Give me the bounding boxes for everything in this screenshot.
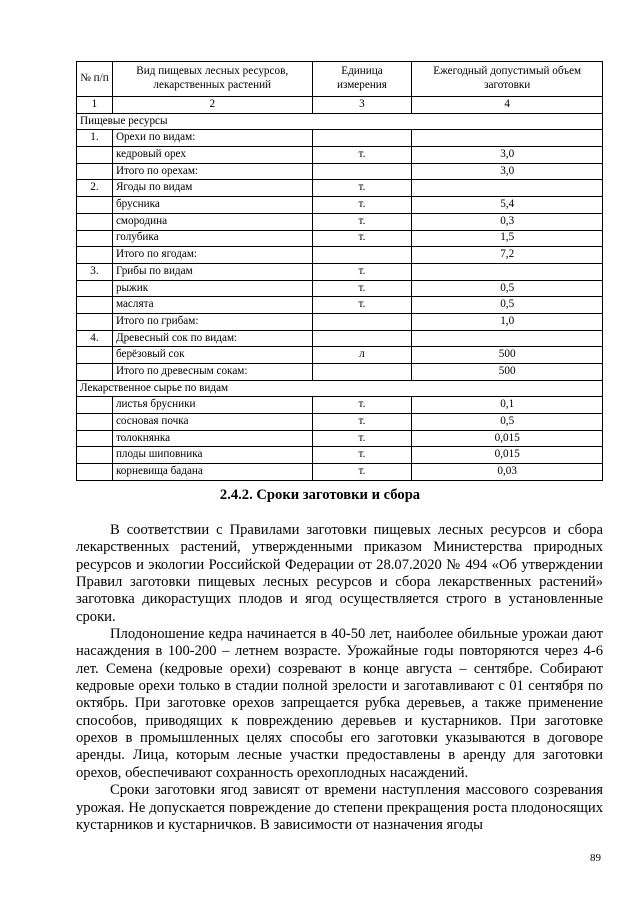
empty-cell: [77, 397, 113, 414]
item-unit: т.: [312, 230, 412, 247]
empty-cell: [77, 163, 113, 180]
empty-cell: [412, 263, 603, 280]
group-title: Ягоды по видам: [112, 180, 312, 197]
group-row: [77, 263, 603, 280]
item-value: 0,1: [412, 397, 603, 414]
group-number: 4.: [77, 330, 113, 347]
group-row: [77, 130, 603, 147]
item-unit: т.: [312, 147, 412, 164]
item-unit: т.: [312, 447, 412, 464]
header-num: № п/п: [77, 62, 113, 97]
item-unit: л: [312, 347, 412, 364]
table-row: [77, 197, 603, 214]
paragraph: Сроки заготовки ягод зависят от времени наступления массового созревания урожая. Не допускается повреждение до степени прекращения роста плодоносящих кустарников и кустарничков. В зависимости от назначения ягоды: [76, 782, 603, 833]
empty-cell: [77, 280, 113, 297]
group-row: [77, 330, 603, 347]
item-unit: т.: [312, 297, 412, 314]
item-unit: т.: [312, 197, 412, 214]
total-value: 3,0: [412, 163, 603, 180]
total-value: 500: [412, 364, 603, 381]
item-value: 1,5: [412, 230, 603, 247]
item-name: берёзовый сок: [112, 347, 312, 364]
item-name: маслята: [112, 297, 312, 314]
col-number: 4: [412, 97, 603, 114]
item-name: брусника: [112, 197, 312, 214]
total-value: 7,2: [412, 247, 603, 264]
item-unit: т.: [312, 464, 412, 481]
total-row: [77, 364, 603, 381]
empty-cell: [312, 364, 412, 381]
table-row: [77, 414, 603, 431]
item-name: сосновая почка: [112, 414, 312, 431]
empty-cell: [77, 197, 113, 214]
header-kind: Вид пищевых лесных ресурсов, лекарственных растений: [112, 62, 312, 97]
empty-cell: [77, 347, 113, 364]
group-number: 1.: [77, 130, 113, 147]
section-food-label: Пищевые ресурсы: [77, 113, 603, 130]
empty-cell: [77, 313, 113, 330]
empty-cell: [77, 297, 113, 314]
item-unit: т.: [312, 213, 412, 230]
item-unit: т.: [312, 430, 412, 447]
group-title: Древесный сок по видам:: [112, 330, 312, 347]
item-value: 0,5: [412, 414, 603, 431]
table-row: [77, 447, 603, 464]
group-title: Грибы по видам: [112, 263, 312, 280]
group-unit: т.: [312, 180, 412, 197]
item-unit: т.: [312, 397, 412, 414]
table-row: [77, 280, 603, 297]
total-row: [77, 163, 603, 180]
item-value: 0,5: [412, 280, 603, 297]
paragraph: Плодоношение кедра начинается в 40-50 лет, наиболее обильные урожаи дают насаждения в 100-200 – летнем возрасте. Урожайные годы повторяются через 4-6 лет. Семена (кедровые орехи) созревают в конце августа – сентябре. Собирают кедровые орехи только в стадии полной зрелости и заготавливают с 01 сентября по октябрь. При заготовке орехов запрещается рубка деревьев, а также применение способов, приводящих к повреждению деревьев и кустарников. При заготовке орехов в промышленных целях способы его заготовки указываются в договоре аренды. Лица, которым лесные участки предоставлены в аренду для заготовки орехов, обеспечивают сохранность орехоплодных насаждений.: [76, 626, 603, 781]
paragraph: В соответствии с Правилами заготовки пищевых лесных ресурсов и сбора лекарственных растений, утвержденными приказом Министерства природных ресурсов и экологии Российской Федерации от 28.07.2020 № 494 «Об утверждении Правил заготовки пищевых лесных ресурсов и сбора лекарственных растений» заготовка дикорастущих плодов и ягод осуществляется строго в установленные сроки.: [76, 522, 603, 625]
total-name: Итого по орехам:: [112, 163, 312, 180]
item-value: 0,5: [412, 297, 603, 314]
item-unit: т.: [312, 414, 412, 431]
empty-cell: [312, 163, 412, 180]
item-name: голубика: [112, 230, 312, 247]
table-row: [77, 347, 603, 364]
section-row: [77, 380, 603, 397]
section-title: 2.4.2. Сроки заготовки и сбора: [219, 487, 421, 503]
section-row: [77, 113, 603, 130]
col-number: 3: [312, 97, 412, 114]
item-value: 500: [412, 347, 603, 364]
empty-cell: [77, 230, 113, 247]
empty-cell: [77, 364, 113, 381]
item-name: листья брусники: [112, 397, 312, 414]
group-row: [77, 180, 603, 197]
item-name: рыжик: [112, 280, 312, 297]
group-number: 3.: [77, 263, 113, 280]
col-number: 1: [77, 97, 113, 114]
item-value: 0,03: [412, 464, 603, 481]
item-value: 0,3: [412, 213, 603, 230]
empty-cell: [412, 330, 603, 347]
header-unit: Единица измерения: [312, 62, 412, 97]
item-unit: т.: [312, 280, 412, 297]
empty-cell: [77, 247, 113, 264]
resources-table: [76, 61, 603, 481]
empty-cell: [77, 147, 113, 164]
body-text: [76, 522, 603, 834]
table-row: [77, 147, 603, 164]
empty-cell: [412, 130, 603, 147]
header-volume: Ежегодный допустимый объем заготовки: [412, 62, 603, 97]
empty-cell: [412, 180, 603, 197]
total-row: [77, 247, 603, 264]
total-value: 1,0: [412, 313, 603, 330]
group-unit: [312, 130, 412, 147]
empty-cell: [312, 313, 412, 330]
group-unit: т.: [312, 263, 412, 280]
item-value: 3,0: [412, 147, 603, 164]
table-row: [77, 464, 603, 481]
empty-cell: [312, 247, 412, 264]
total-name: Итого по древесным сокам:: [112, 364, 312, 381]
empty-cell: [77, 430, 113, 447]
empty-cell: [77, 447, 113, 464]
group-title: Орехи по видам:: [112, 130, 312, 147]
item-name: смородина: [112, 213, 312, 230]
group-unit: [312, 330, 412, 347]
table-header-row: [77, 62, 603, 97]
item-name: корневища бадана: [112, 464, 312, 481]
table-row: [77, 397, 603, 414]
group-number: 2.: [77, 180, 113, 197]
total-name: Итого по грибам:: [112, 313, 312, 330]
item-name: плоды шиповника: [112, 447, 312, 464]
item-value: 0,015: [412, 447, 603, 464]
empty-cell: [77, 414, 113, 431]
table-row: [77, 430, 603, 447]
table-row: [77, 230, 603, 247]
item-value: 5,4: [412, 197, 603, 214]
empty-cell: [77, 464, 113, 481]
page-number: 89: [590, 852, 601, 864]
item-value: 0,015: [412, 430, 603, 447]
item-name: толокнянка: [112, 430, 312, 447]
table-row: [77, 297, 603, 314]
col-number: 2: [112, 97, 312, 114]
column-number-row: [77, 97, 603, 114]
item-name: кедровый орех: [112, 147, 312, 164]
empty-cell: [77, 213, 113, 230]
total-name: Итого по ягодам:: [112, 247, 312, 264]
section-medicinal-label: Лекарственное сырье по видам: [77, 380, 603, 397]
table-row: [77, 213, 603, 230]
total-row: [77, 313, 603, 330]
